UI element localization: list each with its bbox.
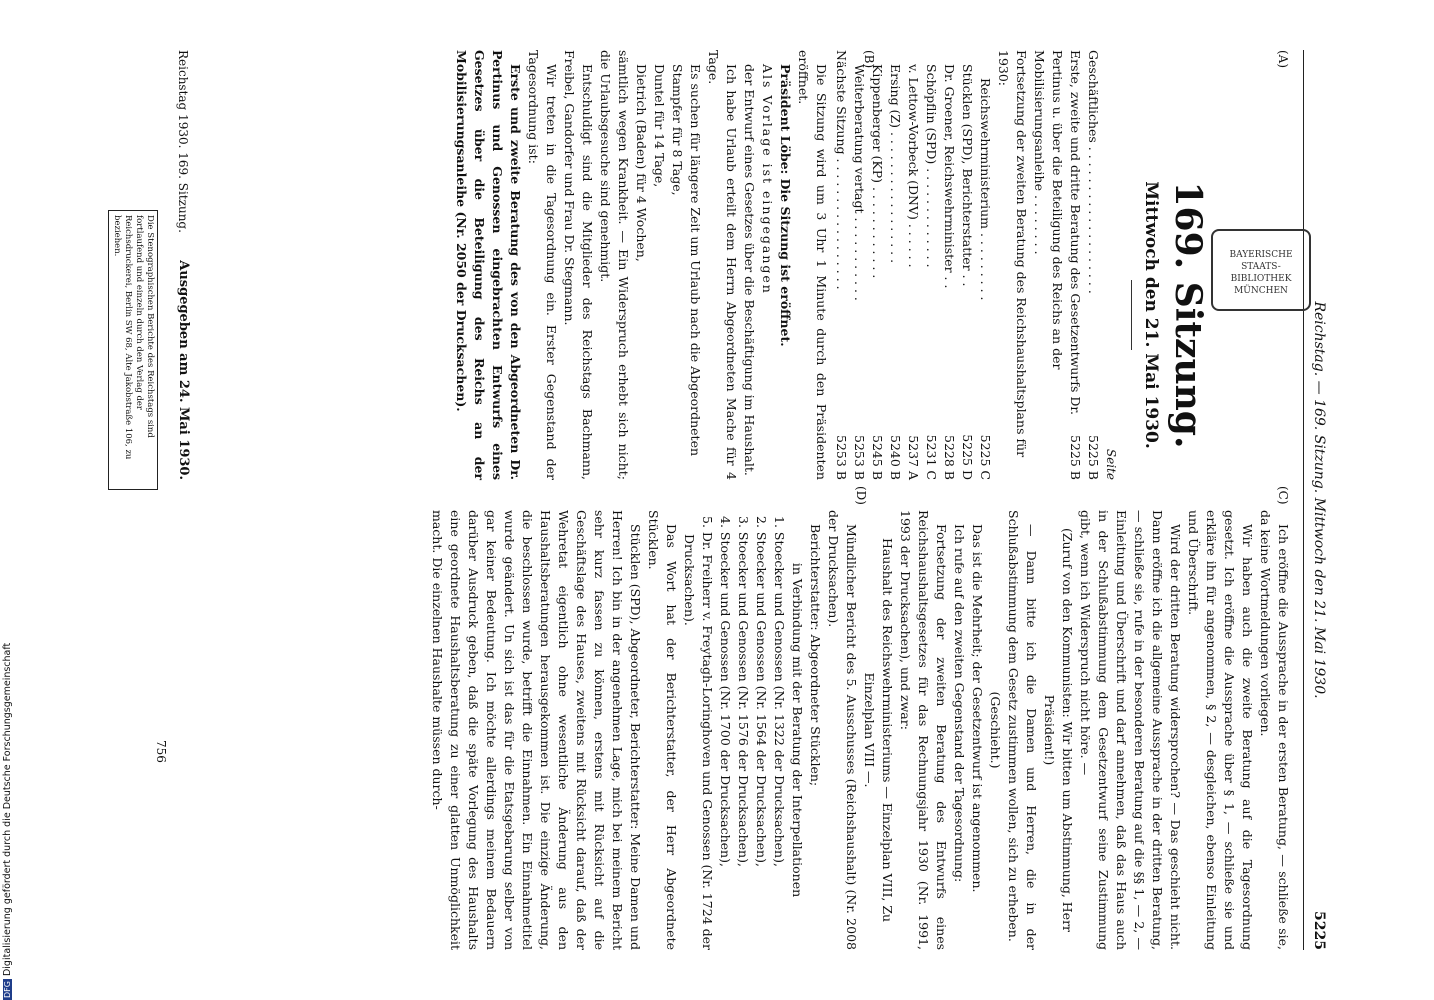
toc-entry-text: Ersing (Z) . . . . . . . . . . . . . . . . . — [888, 64, 903, 264]
toc-row — [904, 50, 922, 480]
toc-entry-page: 5240 B — [888, 435, 903, 480]
toc-entry-text: Geschäftliches . . . . . . . . . . . . . . . . . . . — [1086, 50, 1101, 294]
centered-line: Haushalt des Reichswehrministeriums — Einzelplan VIII, Zu Einzelplan VIII —. — [862, 537, 895, 923]
toc-entry-page: 5225 C — [978, 434, 993, 480]
list-item: 2. Stoecker und Genossen (Nr. 1564 der Drucksachen), — [754, 516, 769, 867]
paragraph: Präsident Löbe: Die Sitzung ist eröffnet. — [778, 64, 793, 347]
stamp-line: MÜNCHEN — [1234, 286, 1288, 296]
margin-letter-b: (B) — [862, 50, 876, 69]
document-page — [50, 20, 1350, 980]
right-column-body — [428, 510, 1292, 950]
toc-entry-text: Reichswehrministerium . . . . . . . . . — [978, 78, 993, 301]
centered-line: (Zuruf von den Kommunisten: Wir bitten um Abstimmung, Herr Präsident!) — [1042, 527, 1075, 933]
session-date: Mittwoch den 21. Mai 1930. — [1141, 181, 1161, 449]
list-item: Stampfer für 8 Tage, — [670, 64, 685, 196]
running-title: Reichstag. — 169. Sitzung. Mittwoch den 21. Mai 1930. — [1311, 301, 1327, 699]
page-frame — [50, 20, 1370, 980]
paragraph: Mündlicher Bericht des 5. Ausschusses (Reichshaushalt) (Nr. 2008 der Drucksachen). — [826, 510, 859, 950]
list-item: 3. Stoecker und Genossen (Nr. 1576 der Drucksachen), — [736, 516, 751, 867]
toc-row — [958, 50, 976, 480]
toc-entry-page: 5253 B — [834, 435, 849, 480]
bottom-page-number: 756 — [154, 740, 168, 763]
list-item: Duntel für 14 Tage, — [652, 64, 667, 188]
left-column-body — [452, 50, 830, 480]
paragraph: Wird der dritten Beratung widersprochen? — Das geschieht nicht. Dann eröffne ich die allgemeine Aussprache in der dritten Beratung, — schließe sie, rufe in der besonderen Beratung auf die §§ 1, — 2, — Einleitung und Überschrift und darf annehmen, daß das Haus auch in der Schlußabstimmung dem Gesetzentwurf seine Zustimmung gibt, wenn ich Widerspruch nicht höre. — — [1078, 510, 1183, 950]
publisher-footnote: Die Stenographischen Berichte des Reichstags sind fortlaufend und einzeln durch den Verlag der Reichsdruckerei, Berlin SW 68, Alte Jakobstraße 106, zu beziehen. — [108, 210, 158, 490]
toc-entry-page: 5231 C — [924, 434, 939, 480]
centered-line: (Geschieht.) — [988, 691, 1003, 769]
session-title-block — [1131, 140, 1210, 490]
paragraph: Die Sitzung wird um 3 Uhr 1 Minute durch den Präsidenten eröffnet. — [796, 50, 829, 480]
toc-entry-page — [994, 472, 1030, 480]
paragraph: Das Wort hat der Berichterstatter, der Herr Abgeordnete Stücklen. — [646, 510, 679, 950]
toc-entry-page: 5225 B — [1068, 435, 1083, 480]
list-item: Dietrich (Baden) für 4 Wochen, — [634, 64, 649, 262]
toc-row — [868, 50, 886, 480]
toc-row — [850, 50, 868, 480]
toc-entry-page: 5225 B — [1086, 435, 1101, 480]
toc-entry-text: Dr. Groener, Reichswehrminister . . — [942, 64, 957, 289]
digitization-credit-text: Digitalisierung gefördert durch die Deutsche Forschungsgemeinschaft — [2, 642, 13, 977]
toc-entry-page: 5253 B — [852, 435, 867, 480]
table-of-contents — [832, 50, 1120, 480]
list-item: 5. Dr. Freiherr v. Freytagh-Loringhoven und Genossen (Nr. 1724 der Drucksachen). — [682, 516, 715, 950]
paragraph: Stücklen (SPD), Abgeordneter, Berichterstatter: Meine Damen und Herren! Ich bin in der angenehmen Lage, mich bei meinem Bericht sehr kurz fassen zu können, erstens mit Rücksicht auf die Geschäftslage des Hauses, zweitens mit Rücksicht darauf, daß der Wehretat eigentlich ohne wesentliche Änderung aus den Haushaltsberatungen herausgekommen ist. Die einzige Änderung, die beschlossen wurde, betrifft die Einnahmen. Ein Einnahmetitel wurde geändert. Un sich ist das für die Etatsgebarung selber von gar keiner Bedeutung. Ich möchte allerdings meinem Bedauern darüber Ausdruck geben, daß die späte Vorlegung des Haushalts eine geordnete Haushaltsberatung zu einer glatten Unmöglichkeit macht. Die einzelnen Haushalte müssen durch- — [430, 510, 643, 950]
paragraph: Ich habe Urlaub erteilt dem Herrn Abgeordneten Mache für 4 Tage. — [706, 50, 739, 480]
toc-row — [940, 50, 958, 480]
centered-line: in Verbindung mit der Beratung der Interpellationen — [790, 562, 805, 898]
paragraph: Berichterstatter: Abgeordneter Stücklen; — [808, 524, 823, 787]
stamp-line: BAYERISCHE — [1229, 250, 1293, 260]
paragraph: Erste und zweite Beratung des von den Abgeordneten Dr. Pertinus und Genossen eingebrachten Entwurfs eines Gesetzes über die Beteiligung des Reichs an der Mobilisierungsanleihe (Nr. 2050 der Drucksachen). — [454, 50, 523, 480]
paragraph: der Entwurf eines Gesetzes über die Beschäftigung im Haushalt. — [742, 64, 757, 476]
paragraph: Als Vorlage ist eingegangen — [760, 64, 775, 295]
title-divider — [1131, 280, 1132, 350]
toc-row — [1030, 50, 1084, 480]
list-item: 1. Stoecker und Genossen (Nr. 1322 der Drucksachen), — [772, 516, 787, 867]
toc-entry-text: Schöpflin (SPD) . . . . . . . . . . . . . — [924, 64, 939, 268]
toc-entry-text: Nächste Sitzung . . . . . . . . . . . . . . . . . — [834, 50, 849, 290]
paragraph: Wir haben auch die zweite Beratung auf die Tagesordnung gesetzt. Ich eröffne die Aussprache über § 1, — schließe sie und erkläre ihn für angenommen, § 2, — desgleichen, ebenso Einleitung und Überschrift. — [1186, 510, 1255, 950]
footer-session: Reichstag 1930. 169. Sitzung. — [176, 50, 190, 233]
list-item: 4. Stoecker und Genossen (Nr. 1700 der Drucksachen), — [718, 516, 733, 867]
margin-letter-d: (D) — [854, 486, 868, 505]
paragraph: Ich eröffne die Aussprache in der ersten Beratung, — schließe sie, da keine Wortmeldungen vorliegen. — [1258, 510, 1291, 950]
toc-entry-text: Kippenberger (KP) . . . . . . . . . . . . — [870, 64, 885, 279]
paragraph: — Dann bitte ich die Damen und Herren, die in der Schlußabstimmung dem Gesetz zustimmen wollen, sich zu erheben. — [1006, 510, 1039, 950]
paragraph: sämtlich wegen Krankheit. — Ein Widerspruch erhebt sich nicht; die Urlaubsgesuche sind genehmigt. — [598, 50, 631, 480]
toc-row — [1084, 50, 1102, 480]
footer-issued-date: Ausgegeben am 24. Mai 1930. — [176, 260, 191, 480]
digitization-credit — [2, 610, 13, 1000]
paragraph: Wir treten in die Tagesordnung ein. Erster Gegenstand der Tagesordnung ist: — [526, 50, 559, 480]
margin-letter-c: (C) — [1276, 486, 1290, 505]
toc-entry-text: Fortsetzung der zweiten Beratung des Reichshaushaltsplans für 1930: — [996, 50, 1029, 458]
paragraph: Fortsetzung der zweiten Beratung des Entwurfs eines Reichshaushaltsgesetzes für das Rechnungsjahr 1930 (Nr. 1991, 1993 der Drucksachen), und zwar: — [898, 510, 949, 950]
dfg-logo-icon: DFG — [3, 981, 12, 998]
running-header — [1303, 50, 1332, 950]
toc-entry-page: 5225 D — [960, 434, 975, 480]
toc-entry-text: Weiterberatung vertagt . . . . . . . . . . . — [852, 64, 867, 301]
toc-seite-label: Seite — [1104, 448, 1118, 480]
toc-entry-text: Stücklen (SPD), Berichterstatter . . — [960, 64, 975, 287]
toc-row — [994, 50, 1030, 480]
stamp-line: BIBLIOTHEK — [1230, 274, 1292, 284]
stamp-line: STAATS- — [1241, 262, 1281, 272]
toc-row — [832, 50, 850, 480]
toc-row — [922, 50, 940, 480]
paragraph: Es suchen für längere Zeit um Urlaub nach die Abgeordneten — [688, 64, 703, 457]
session-title: 169. Sitzung. — [1167, 181, 1209, 449]
paragraph: Ich rufe auf den zweiten Gegenstand der Tagesordnung: — [952, 524, 967, 883]
toc-entry-page: 5228 B — [942, 435, 957, 480]
toc-entry-text: Erste, zweite und dritte Beratung des Gesetzentwurfs Dr. Pertinus u. über die Beteiligung des Reichs an der Mobilisierungsanleihe . . . . . . . . — [1032, 50, 1083, 415]
toc-entry-text: v. Lettow-Vorbeck (DNV) . . . . . . — [906, 64, 921, 268]
left-footer — [174, 50, 192, 480]
toc-row — [976, 50, 994, 480]
page-number: 5225 — [1311, 911, 1327, 950]
paragraph: Entschuldigt sind die Mitglieder des Reichstags Bachmann, Freibel, Gandorfer und Frau Dr. Stegmann. — [562, 50, 595, 480]
library-stamp — [1211, 229, 1311, 311]
toc-row — [886, 50, 904, 480]
toc-entry-page: 5245 B — [870, 435, 885, 480]
paragraph: Das ist die Mehrheit; der Gesetzentwurf ist angenommen. — [970, 524, 985, 893]
margin-letter-a: (A) — [1276, 50, 1290, 69]
toc-entry-page: 5237 A — [906, 435, 921, 480]
